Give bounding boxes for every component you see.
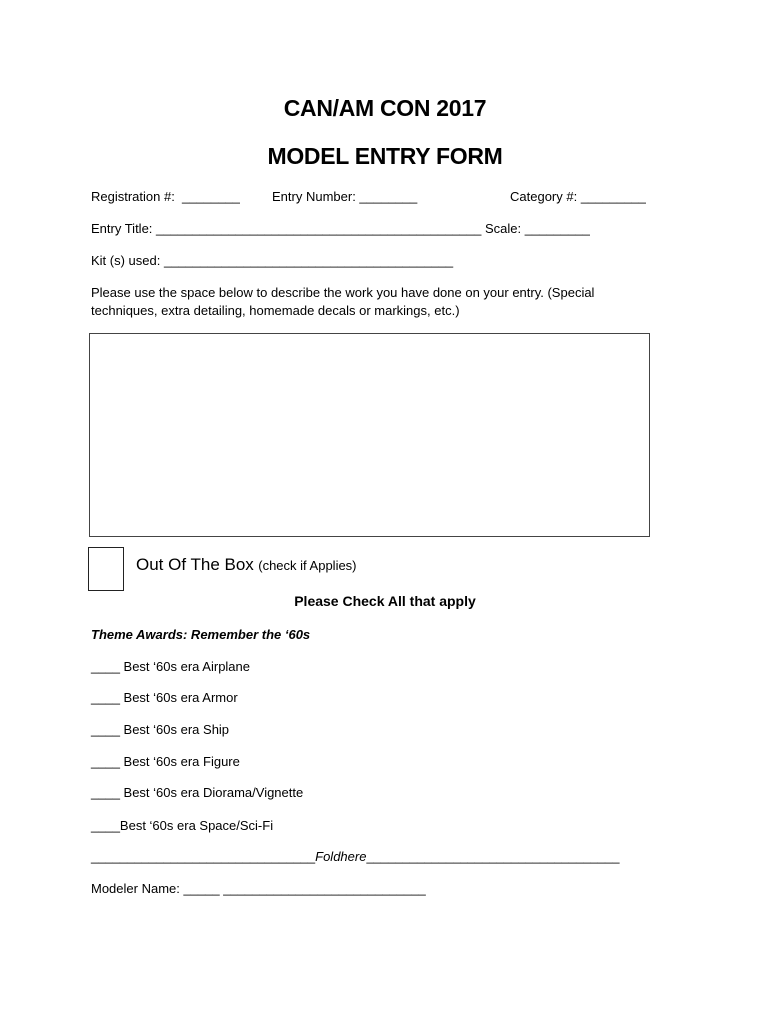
award-space-scifi[interactable]: ____Best ‘60s era Space/Sci-Fi — [91, 818, 274, 833]
description-box[interactable] — [89, 333, 650, 537]
fold-line-right: ___________________________________ — [366, 849, 620, 864]
event-title: CAN/AM CON 2017 — [283, 95, 487, 121]
fold-label: Foldhere — [315, 849, 367, 864]
registration-field[interactable]: Registration #: ________ — [91, 189, 240, 204]
fold-line-left: _______________________________ — [91, 849, 316, 864]
award-ship[interactable]: ____ Best ‘60s era Ship — [91, 722, 230, 737]
fold-line — [91, 849, 620, 864]
instructions-line-1: Please use the space below to describe the work you have done on your entry. (Special — [91, 285, 595, 300]
out-of-box-text: Out Of The Box — [136, 555, 254, 574]
theme-awards-heading: Theme Awards: Remember the ‘60s — [91, 627, 311, 642]
entry-title-scale-field[interactable]: Entry Title: _____________________________________________ Scale: _________ — [91, 221, 590, 236]
form-title: MODEL ENTRY FORM — [267, 143, 503, 169]
award-diorama[interactable]: ____ Best ‘60s era Diorama/Vignette — [91, 785, 304, 800]
award-airplane[interactable]: ____ Best ‘60s era Airplane — [91, 659, 250, 674]
instructions-line-2: techniques, extra detailing, homemade decals or markings, etc.) — [91, 303, 460, 318]
check-all-heading: Please Check All that apply — [294, 593, 476, 609]
modeler-name-field[interactable]: Modeler Name: _____ ____________________________ — [91, 881, 426, 896]
out-of-box-note: (check if Applies) — [258, 558, 357, 573]
out-of-box-label — [136, 555, 357, 575]
out-of-box-checkbox[interactable] — [88, 547, 124, 591]
category-field[interactable]: Category #: _________ — [510, 189, 646, 204]
award-figure[interactable]: ____ Best ‘60s era Figure — [91, 754, 240, 769]
kits-used-field[interactable]: Kit (s) used: ________________________________________ — [91, 253, 454, 268]
award-armor[interactable]: ____ Best ‘60s era Armor — [91, 690, 238, 705]
entry-number-field[interactable]: Entry Number: ________ — [272, 189, 418, 204]
